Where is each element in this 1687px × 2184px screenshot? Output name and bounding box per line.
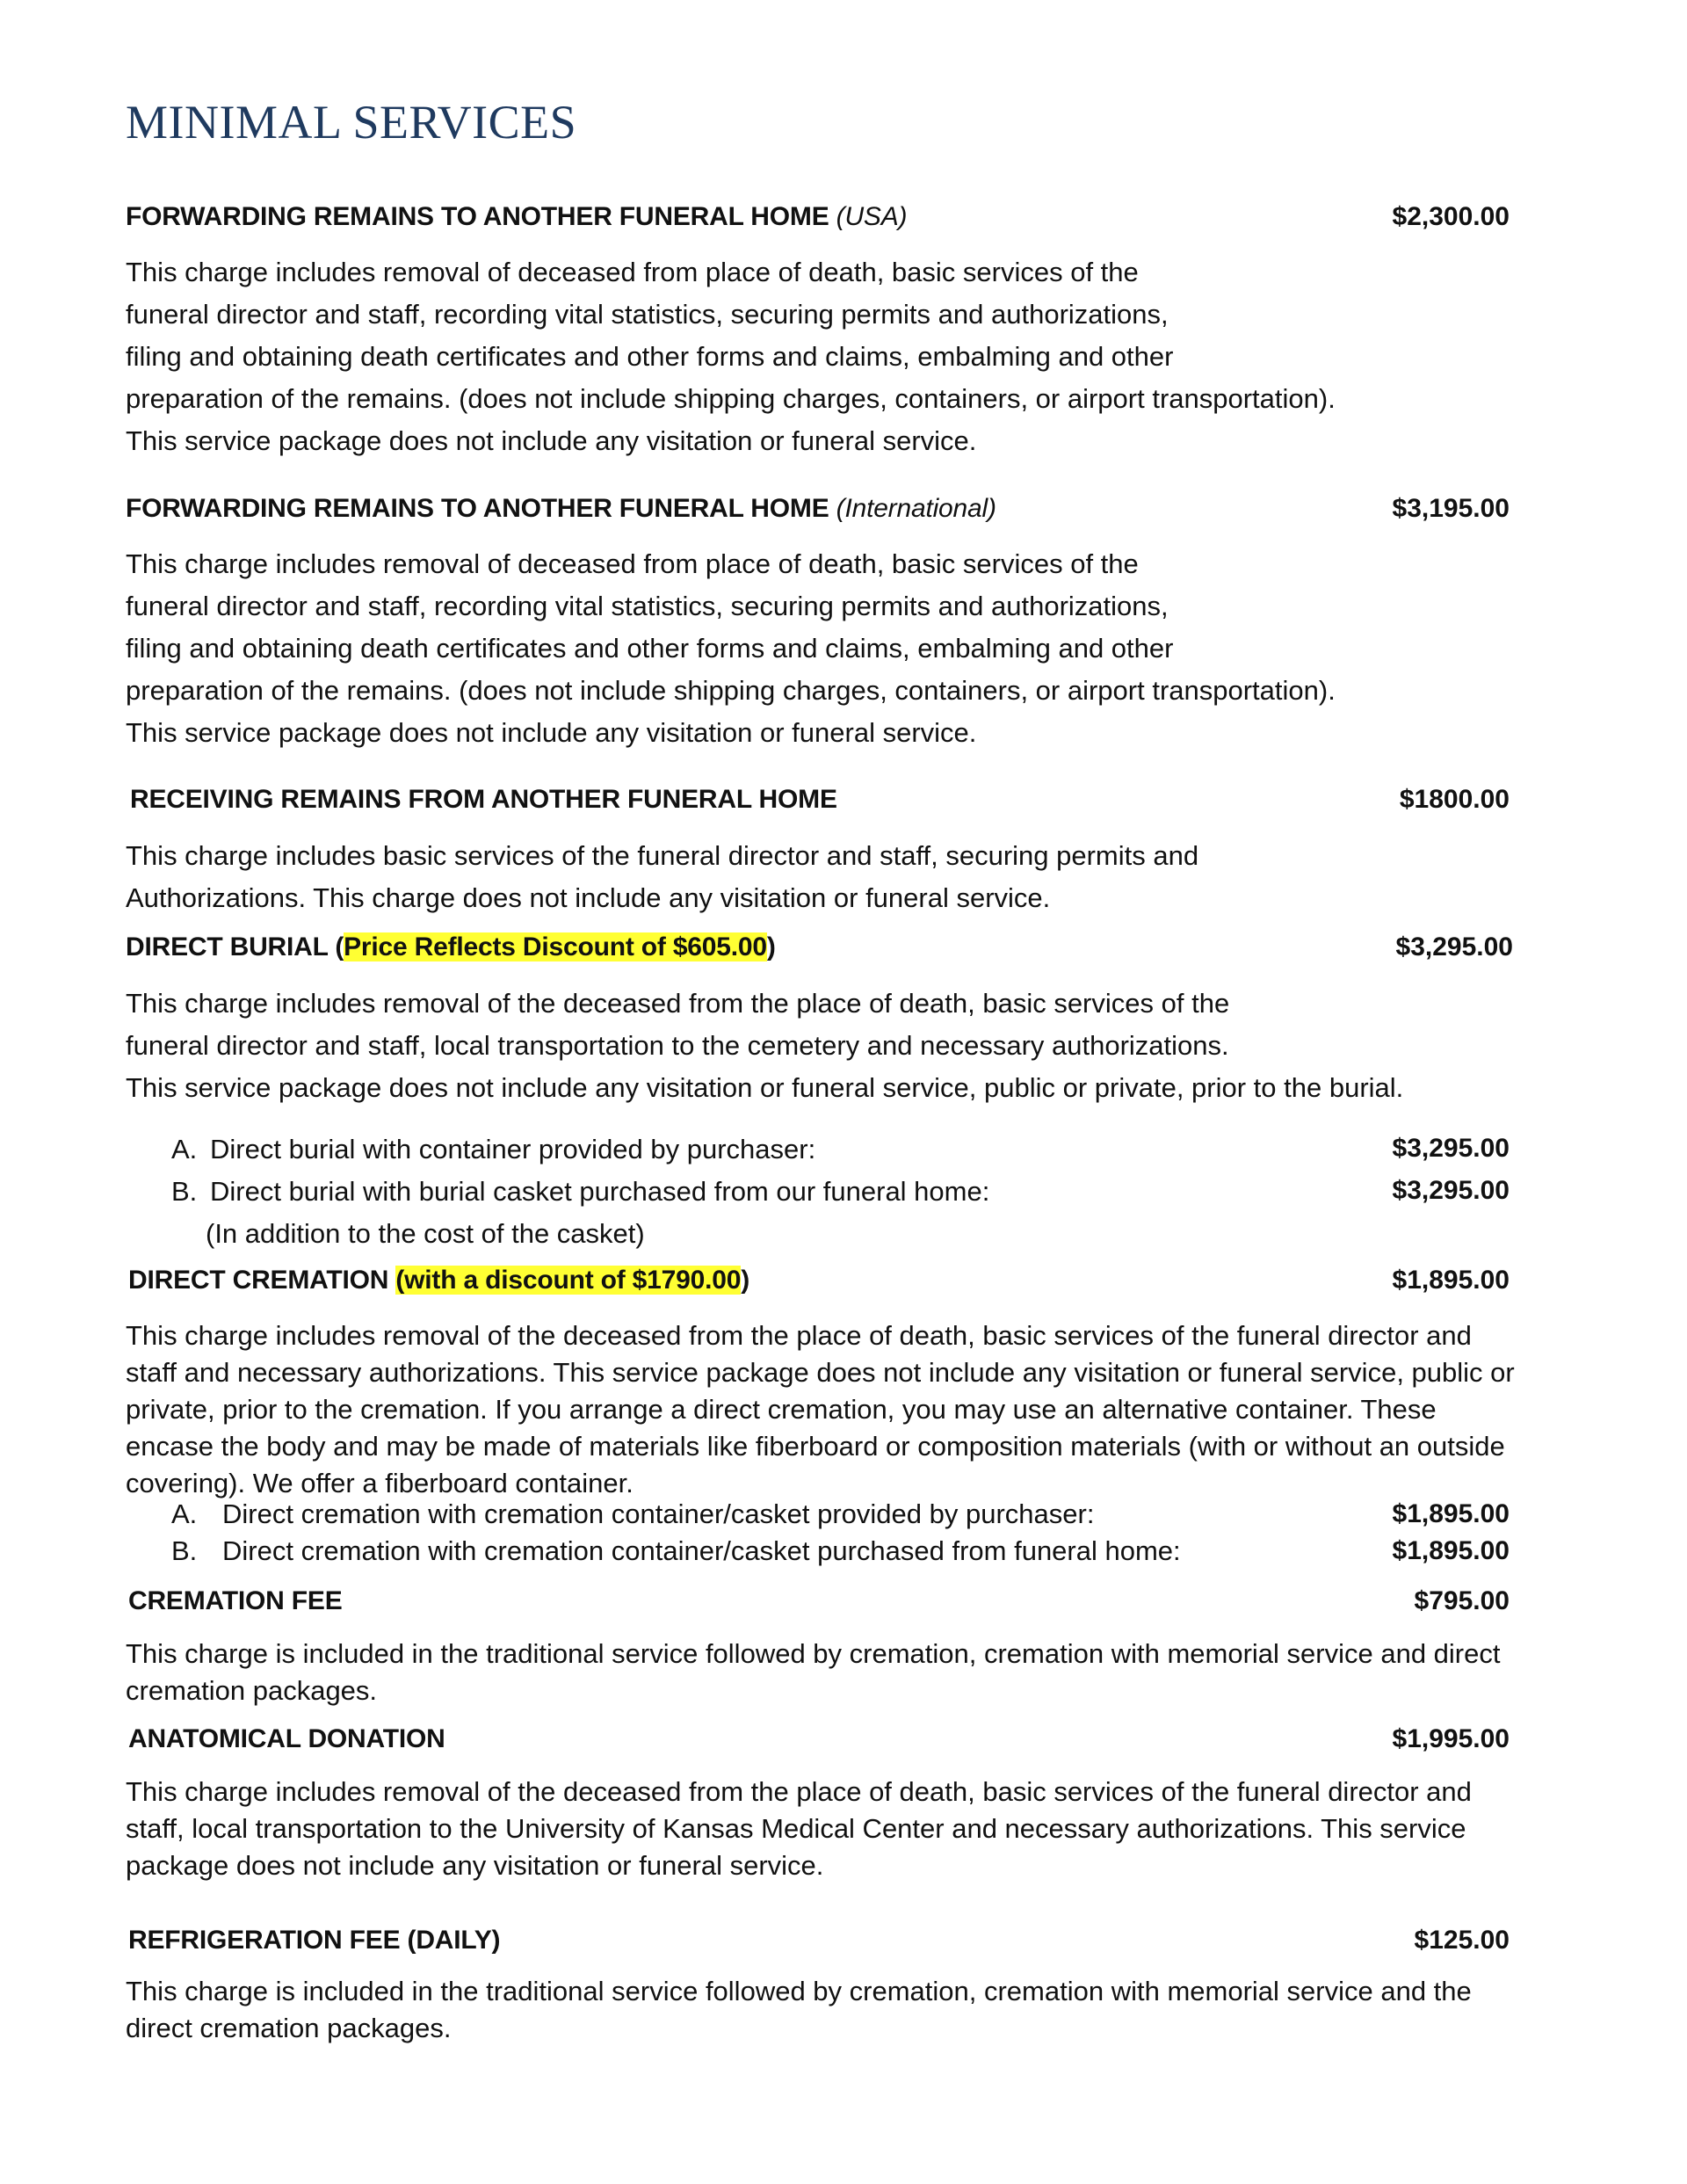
option-price: $1,895.00 (1392, 1499, 1510, 1528)
option-price: $3,295.00 (1392, 1176, 1510, 1205)
text-line: Authorizations. This charge does not include any visitation or funeral service. (126, 882, 1051, 913)
section-heading-cremation-fee: CREMATION FEE (128, 1586, 343, 1615)
option-label: Direct burial with burial casket purchased from our funeral home: (210, 1176, 990, 1207)
heading-qualifier: (International) (836, 494, 996, 523)
price-forwarding-usa: $2,300.00 (1392, 202, 1510, 231)
paren-close: ) (741, 1266, 750, 1295)
price-refrigeration-fee: $125.00 (1414, 1926, 1510, 1955)
description-forwarding-usa (126, 251, 1336, 462)
price-anatomical-donation: $1,995.00 (1392, 1724, 1510, 1753)
option-marker: A. (171, 1134, 198, 1165)
price-direct-cremation: $1,895.00 (1392, 1266, 1510, 1295)
price-direct-burial: $3,295.00 (1395, 932, 1513, 961)
price-cremation-fee: $795.00 (1414, 1586, 1510, 1615)
section-heading-forwarding-international (126, 494, 996, 524)
section-heading-direct-cremation (128, 1266, 749, 1295)
description-refrigeration-fee: This charge is included in the traditional service followed by cremation, cremation with memorial service and the direct cremation packages. (126, 1976, 1472, 2043)
text-line: preparation of the remains. (does not include shipping charges, containers, or airport transportation). (126, 383, 1336, 414)
option-marker: B. (171, 1176, 198, 1207)
text-line: filing and obtaining death certificates and other forms and claims, embalming and other (126, 633, 1174, 664)
description-forwarding-international (126, 543, 1336, 754)
heading-qualifier: (USA) (836, 202, 908, 231)
text-line: filing and obtaining death certificates and other forms and claims, embalming and other (126, 341, 1174, 372)
section-heading-anatomical-donation: ANATOMICAL DONATION (128, 1724, 445, 1753)
discount-highlight: (with a discount of $1790.00 (395, 1266, 742, 1295)
description-direct-burial (126, 983, 1403, 1109)
heading-text: FORWARDING REMAINS TO ANOTHER FUNERAL HOME (126, 202, 829, 231)
section-heading-direct-burial (126, 932, 776, 962)
text-line: This charge includes basic services of the funeral director and staff, securing permits and (126, 840, 1199, 871)
text-line: This service package does not include any visitation or funeral service, public or private, prior to the burial. (126, 1072, 1404, 1103)
heading-text: FORWARDING REMAINS TO ANOTHER FUNERAL HOME (126, 494, 829, 523)
description-direct-cremation: This charge includes removal of the deceased from the place of death, basic services of the funeral director and staff and necessary authorizations. This service package does not include any visitation or funeral service, public or private, prior to the cremation. If you arrange a direct cremation, you may use an alternative container. These encase the body and may be made of materials like fiberboard or composition materials (with or without an outside covering). We offer a fiberboard container. (126, 1320, 1515, 1498)
description-cremation-fee: This charge is included in the traditional service followed by cremation, cremation with memorial service and direct cremation packages. (126, 1638, 1501, 1706)
price-receiving: $1800.00 (1399, 785, 1510, 814)
text-line: funeral director and staff, local transportation to the cemetery and necessary authorizations. (126, 1030, 1229, 1061)
page-title: MINIMAL SERVICES (126, 96, 577, 149)
option-marker: B. (171, 1535, 198, 1566)
discount-highlight: Price Reflects Discount of $605.00 (344, 932, 767, 961)
heading-text: DIRECT BURIAL (126, 932, 329, 961)
description-receiving (126, 835, 1198, 919)
option-label: Direct burial with container provided by purchaser: (210, 1134, 816, 1165)
heading-text: DIRECT CREMATION (128, 1266, 389, 1295)
option-label: Direct cremation with cremation container/casket provided by purchaser: (222, 1498, 1095, 1529)
section-heading-forwarding-usa (126, 202, 907, 232)
text-line: preparation of the remains. (does not include shipping charges, containers, or airport transportation). (126, 675, 1336, 706)
text-line: This charge includes removal of deceased from place of death, basic services of the (126, 548, 1139, 579)
text-line: This service package does not include any visitation or funeral service. (126, 425, 977, 456)
text-line: This charge includes removal of deceased from place of death, basic services of the (126, 257, 1139, 287)
section-heading-refrigeration-fee: REFRIGERATION FEE (DAILY) (128, 1926, 501, 1955)
paren-open: ( (335, 932, 344, 961)
text-line: funeral director and staff, recording vital statistics, securing permits and authorizations, (126, 299, 1169, 330)
option-label: Direct cremation with cremation container/casket purchased from funeral home: (222, 1535, 1181, 1566)
paren-close: ) (766, 932, 776, 961)
text-line: This service package does not include any visitation or funeral service. (126, 717, 977, 748)
price-forwarding-international: $3,195.00 (1392, 494, 1510, 523)
description-anatomical-donation: This charge includes removal of the deceased from the place of death, basic services of the funeral director and staff, local transportation to the University of Kansas Medical Center and necessary authorizations. This service package does not include any visitation or funeral service. (126, 1776, 1472, 1881)
section-heading-receiving: RECEIVING REMAINS FROM ANOTHER FUNERAL HOME (130, 785, 837, 814)
burial-note: (In addition to the cost of the casket) (206, 1218, 645, 1249)
option-marker: A. (171, 1498, 198, 1529)
option-price: $1,895.00 (1392, 1536, 1510, 1565)
option-price: $3,295.00 (1392, 1134, 1510, 1163)
text-line: This charge includes removal of the deceased from the place of death, basic services of the (126, 988, 1230, 1019)
text-line: funeral director and staff, recording vital statistics, securing permits and authorizations, (126, 591, 1169, 621)
